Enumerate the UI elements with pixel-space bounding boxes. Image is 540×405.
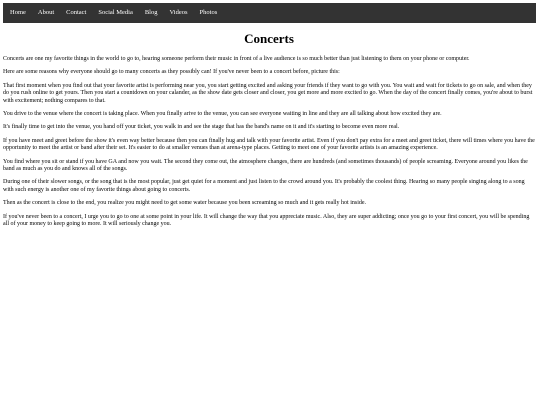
paragraph-reasons: Here are some reasons why everyone should go to many concerts as they possibly can! If you've never been to a concert before, picture this: [3, 69, 340, 76]
nav-link-blog[interactable]: Blog [144, 9, 158, 16]
paragraph-drive-to-venue: You drive to the venue where the concert is taking place. When you finally arive to the venue, you can see everyone waiting in line and they are all talking about how excited they are. [3, 111, 442, 118]
nav-link-photos[interactable]: Photos [199, 9, 218, 16]
paragraph-first-moment: That first moment when you find out that your favorite artist is performing near you, you start getting excited and asking your friends if they want to go with you. You wait and wait for tickets to go on sale, and when they do you rush online to get yours. Then you start a countdown on your calander, as the show date gets closer and closer, you get more and more excited to go. When the day of the concert finally comes, you're about to burst with excitement; nothing compares to that. [3, 82, 533, 104]
nav-link-videos[interactable]: Videos [169, 9, 188, 16]
paragraph-intro: Concerts are one my favorite things in the world to go to, hearing someone perform their music in front of a live audience is so much better than just listening to them on your phone or computer. [3, 56, 470, 62]
paragraph-find-seat: You find where you sit or stand if you have GA and now you wait. The second they come out, the atmosphere changes, there are hundreds (and sometimes thousands) of people screaming. Everyone around you likes the band as much as you do and knows all of the songs. [3, 158, 528, 173]
paragraph-slow-songs: During one of their slower songs, or the song that is the most popular, just get quiet for a moment and just listen to the crowd around you. It's probably the coolest thing. Hearing so many people singing along to a song with such energy is another one of my favorite things about going to concerts. [3, 179, 525, 193]
nav-link-social-media[interactable]: Social Media [98, 9, 133, 16]
paragraph-enter-venue: It's finally time to get into the venue, you hand off your ticket, you walk in and see the stage that has the band's name on it and it's starting to become even more real. [3, 124, 400, 131]
top-nav-bar [3, 3, 536, 23]
nav-link-home[interactable]: Home [10, 9, 26, 16]
page-title: Concerts [244, 31, 294, 46]
nav-link-about[interactable]: About [37, 9, 55, 16]
nav-link-contact[interactable]: Contact [66, 9, 87, 16]
article-content [3, 30, 535, 235]
paragraph-conclusion: If you've never been to a concert, I urge you to go to one at some point in your life. It will change the way that you appreciate music. Also, they are super addicting; once you go to your first concert, you will be spending all of your money to keep going to more. It will seriously change you. [3, 213, 530, 228]
paragraph-end-of-concert: Then as the concert is close to the end, you realize you might need to get some water because you been screaming so much and it gets really hot inside. [3, 200, 367, 207]
paragraph-meet-and-greet: If you have meet and greet before the show it's even way better because then you can finally hug and talk with your favorite artist. Even if you don't pay extra for a meet and greet ticket, there will times where you have the opportunity to meet the artist or band after their set. It's easier to do at smaller venues than at arena-type places. Getting to meet one of your favorite artists is an amazing experience. [3, 137, 535, 152]
